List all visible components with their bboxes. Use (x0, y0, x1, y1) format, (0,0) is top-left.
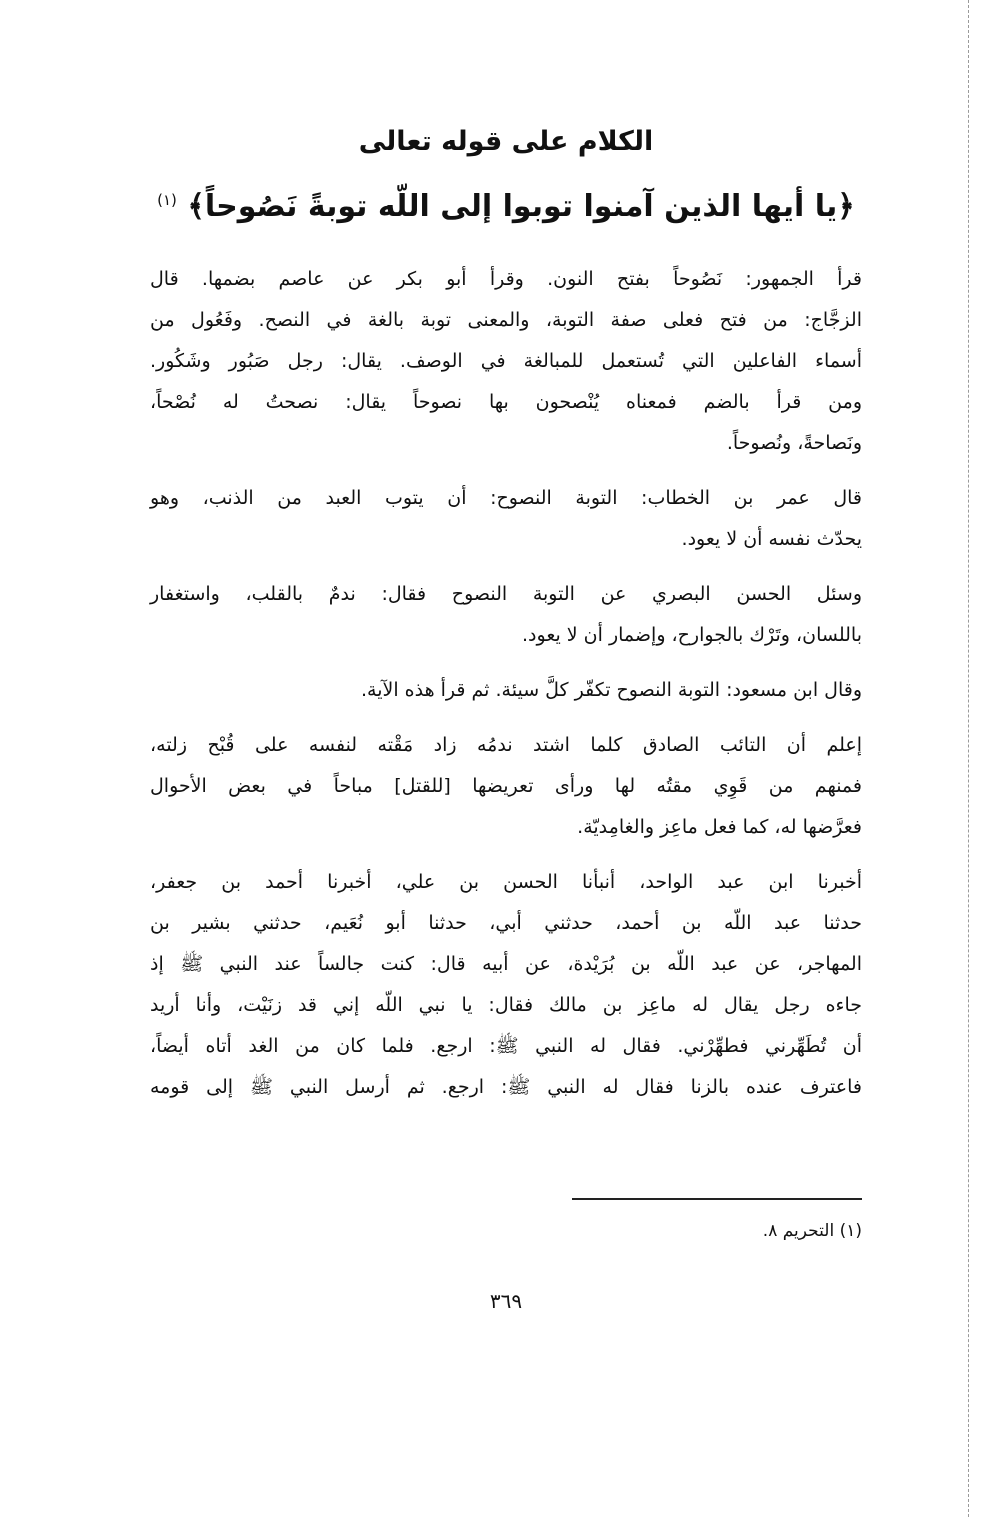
text-line: المهاجر، عن عبد اللّه بن بُرَيْدة، عن أبيه قال: كنت جالساً عند النبي ﷺ إذ (150, 953, 862, 975)
book-page (150, 120, 862, 1313)
text-line: ونَصاحةً، ونُصوحاً. (726, 432, 862, 454)
paragraph-repentant (150, 725, 862, 848)
text-line: فعرَّضها له، كما فعل ماعِز والغامِديّة. (577, 816, 862, 838)
verse-footnote-marker: (١) (157, 191, 177, 209)
text-line: حدثنا عبد اللّه بن أحمد، حدثني أبي، حدثنا أبو نُعَيم، حدثني بشير بن (150, 912, 862, 934)
text-line: قرأ الجمهور: نَصُوحاً بفتح النون. وقرأ أبو بكر عن عاصم بضمها. قال (150, 268, 862, 290)
text-line: يحدّث نفسه أن لا يعود. (681, 528, 862, 550)
footnote: (١) التحريم ٨. (762, 1221, 862, 1241)
text-line: فاعترف عنده بالزنا فقال له النبي ﷺ: ارجع. ثم أرسل النبي ﷺ إلى قومه (150, 1076, 862, 1098)
scan-edge-line (968, 0, 969, 1517)
page-number: ٣٦٩ (489, 1289, 523, 1313)
footnote-divider (572, 1198, 862, 1200)
quran-verse-title (150, 172, 862, 235)
paragraph-hasan (150, 574, 862, 656)
text-line: قال عمر بن الخطاب: التوبة النصوح: أن يتوب العبد من الذنب، وهو (150, 487, 862, 509)
paragraph-ibn-masud (150, 670, 862, 711)
paragraph-umar (150, 478, 862, 560)
text-line: أخبرنا ابن عبد الواحد، أنبأنا الحسن بن علي، أخبرنا أحمد بن جعفر، (150, 871, 862, 893)
text-line: وسئل الحسن البصري عن التوبة النصوح فقال: ندمٌ بالقلب، واستغفار (150, 583, 862, 605)
text-line: أسماء الفاعلين التي تُستعمل للمبالغة في الوصف. يقال: رجل صَبُور وشَكُور. (150, 350, 862, 372)
text-line: ومن قرأ بالضم فمعناه يُنْصحون بها نصوحاً يقال: نصحتُ له نُصْحاً، (150, 391, 862, 413)
text-line: أن تُطَهِّرني فطهِّرْني. فقال له النبي ﷺ: ارجع. فلما كان من الغد أتاه أيضاً، (150, 1035, 862, 1057)
section-heading: الكلام على قوله تعالى (358, 126, 654, 157)
text-line: باللسان، وتَرْك بالجوارح، وإضمار أن لا يعود. (522, 624, 862, 646)
body-text (150, 259, 862, 1108)
text-line: الزجَّاج: من فتح فعلى صفة التوبة، والمعنى توبة بالغة في النصح. وفَعُول من (150, 309, 862, 331)
text-line: فمنهم من قَوِي مقتُه لها ورأى تعريضها [للقتل] مباحاً في بعض الأحوال (150, 775, 862, 797)
paragraph-qiraat (150, 259, 862, 464)
text-line: إعلم أن التائب الصادق كلما اشتد ندمُه زاد مَقْته لنفسه على قُبْح زلته، (150, 734, 862, 756)
paragraph-hadith-maiz (150, 862, 862, 1108)
text-line: جاءه رجل يقال له ماعِز بن مالك فقال: يا نبي اللّه إني قد زنَيْت، وأنا أريد (150, 994, 862, 1016)
verse-text: ﴿يا أيها الذين آمنوا توبوا إلى اللّه توبةً نَصُوحاً﴾ (187, 189, 855, 224)
text-line: وقال ابن مسعود: التوبة النصوح تكفّر كلَّ سيئة. ثم قرأ هذه الآية. (360, 679, 862, 701)
